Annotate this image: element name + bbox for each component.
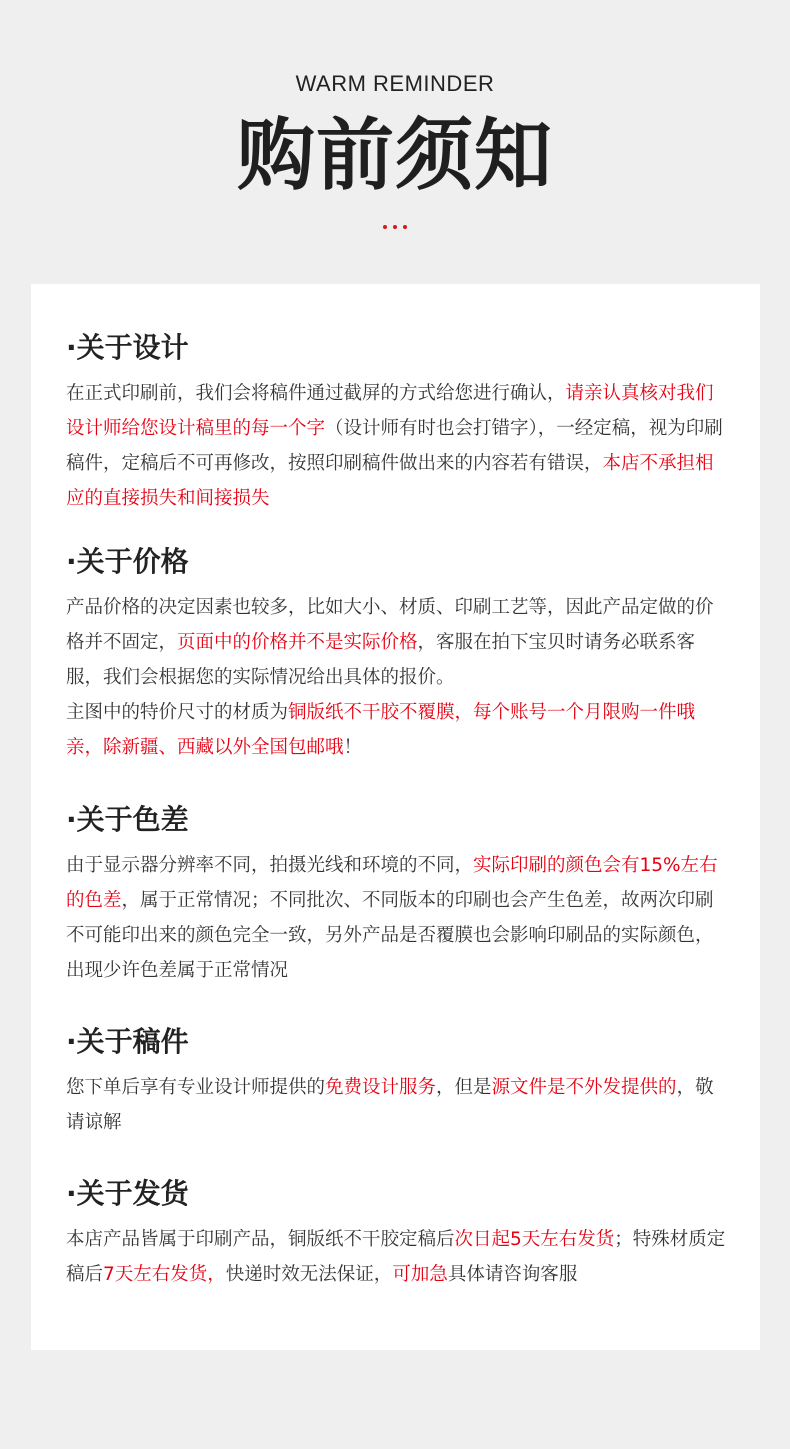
body-text: （设计师有时也会打错字），一经定稿，视为印刷稿件，定稿后不可再修改，按照印刷稿件做出来的内容若有错误， <box>66 418 723 474</box>
body-text: 在正式印刷前，我们会将稿件通过截屏的方式给您进行确认， <box>66 383 566 404</box>
body-text: ，属于正常情况；不同批次、不同版本的印刷也会产生色差，故两次印刷不可能印出来的颜色完全一致，另外产品是否覆膜也会影响印刷品的实际颜色，出现少许色差属于正常情况 <box>66 890 714 981</box>
body-text: ，客服在拍下宝贝时请务必联系客服，我们会根据您的实际情况给出具体的报价。 <box>66 632 696 688</box>
body-text: 快递时效无法保证， <box>225 1264 393 1285</box>
section-body <box>66 590 726 765</box>
section-manuscript <box>66 1022 726 1140</box>
section-design <box>66 328 726 516</box>
body-text: ，敬请谅解 <box>66 1077 714 1133</box>
section-paragraph <box>66 590 726 695</box>
body-text: 由于显示器分辨率不同，拍摄光线和环境的不同， <box>66 855 474 876</box>
section-title: ·关于设计 <box>66 331 189 364</box>
highlight-text: 可加急 <box>392 1264 448 1285</box>
highlight-text: 请亲认真核对我们设计师给您设计稿里的每一个字 <box>66 383 714 439</box>
highlight-text: 页面中的价格并不是实际价格 <box>177 632 418 653</box>
section-title: ·关于发货 <box>66 1177 189 1210</box>
section-shipping <box>66 1174 726 1292</box>
section-paragraph <box>66 848 726 988</box>
dot-icon <box>393 225 397 229</box>
body-text: 具体请咨询客服 <box>447 1264 578 1285</box>
body-text: 本店产品皆属于印刷产品，铜版纸不干胶定稿后 <box>66 1229 455 1250</box>
section-title: ·关于价格 <box>66 545 189 578</box>
section-body <box>66 848 726 988</box>
body-text: ！ <box>343 737 363 758</box>
section-body <box>66 376 726 516</box>
section-paragraph <box>66 695 726 765</box>
section-body <box>66 1070 726 1140</box>
section-paragraph <box>66 1222 726 1292</box>
header-subtitle: WARM REMINDER <box>295 71 495 96</box>
section-body <box>66 1222 726 1292</box>
body-text: ；特殊材质定稿后 <box>66 1229 726 1285</box>
highlight-text: 本店不承担相应的直接损失和间接损失 <box>66 453 714 509</box>
section-title: ·关于色差 <box>66 803 189 836</box>
body-text: 您下单后享有专业设计师提供的 <box>66 1077 326 1098</box>
highlight-text: 实际印刷的颜色会有15%左右的色差 <box>66 855 718 911</box>
body-text: ，但是 <box>436 1077 492 1098</box>
body-text: 产品价格的决定因素也较多，比如大小、材质、印刷工艺等，因此产品定做的价格并不固定， <box>66 597 714 653</box>
section-paragraph <box>66 1070 726 1140</box>
section-color-difference <box>66 800 726 988</box>
notice-card <box>31 284 760 1350</box>
page-title: 购前须知 <box>236 111 553 201</box>
decorative-dots-icon <box>0 220 790 234</box>
highlight-text: 7天左右发货， <box>103 1264 226 1285</box>
highlight-text: 免费设计服务 <box>325 1077 437 1098</box>
body-text: 主图中的特价尺寸的材质为 <box>66 702 289 723</box>
section-price <box>66 542 726 765</box>
highlight-text: 源文件是不外发提供的 <box>491 1077 677 1098</box>
highlight-text: 次日起5天左右发货 <box>454 1229 615 1250</box>
page-header <box>0 0 790 284</box>
section-title: ·关于稿件 <box>66 1025 189 1058</box>
section-paragraph <box>66 376 726 516</box>
dot-icon <box>403 225 407 229</box>
dot-icon <box>383 225 387 229</box>
highlight-text: 铜版纸不干胶不覆膜，每个账号一个月限购一件哦亲，除新疆、西藏以外全国包邮哦 <box>66 702 696 758</box>
